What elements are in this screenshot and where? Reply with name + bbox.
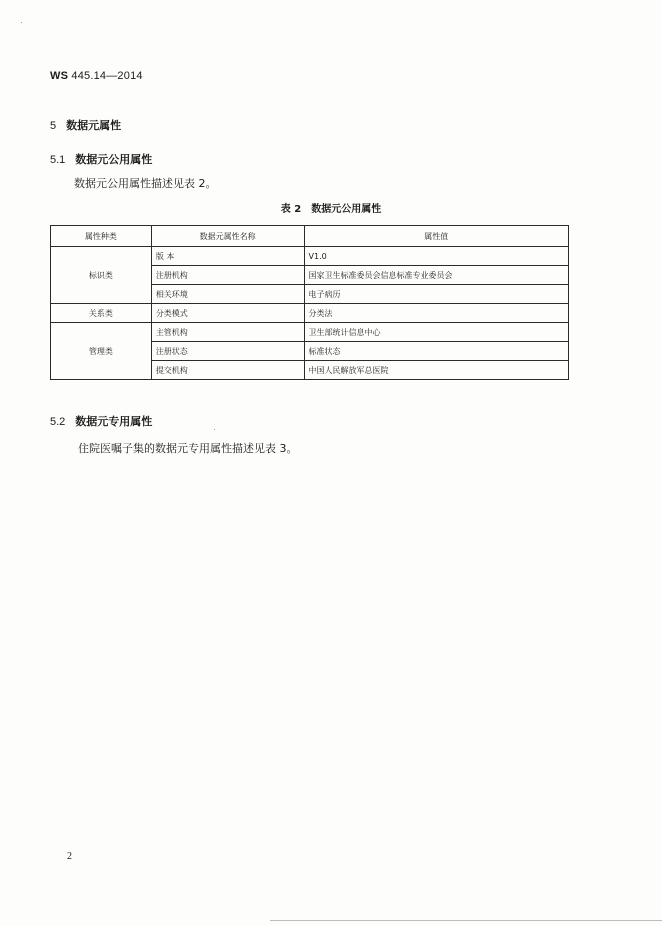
table-2-label: 表 2: [280, 204, 302, 215]
page-number: 2: [67, 851, 72, 862]
header-attribute-name: 数据元属性名称: [151, 226, 304, 247]
category-management: 管理类: [51, 323, 152, 380]
section-5-1-text: 数据元公用属性描述见表 2。: [74, 177, 217, 190]
attribute-name-cell: 主管机构: [151, 323, 304, 342]
section-5-1-heading: [50, 151, 152, 167]
attribute-name-cell: 版 本: [151, 247, 304, 266]
section-5-2-text: 住院医嘱子集的数据元专用属性描述见表 3。: [78, 442, 298, 455]
category-identification: 标识类: [51, 247, 152, 304]
table-row: [51, 247, 569, 266]
table-row: [51, 323, 569, 342]
table-2-caption: [0, 200, 662, 215]
standard-code-number: 445.14—2014: [71, 70, 143, 82]
section-5-1-title: 数据元公用属性: [75, 153, 153, 166]
section-5-2-heading: [50, 413, 152, 429]
scan-speck: [21, 22, 22, 23]
scan-speck: [214, 429, 215, 430]
category-relationship: 关系类: [51, 304, 152, 323]
standard-code: [50, 70, 143, 82]
attribute-name-cell: 注册状态: [151, 342, 304, 361]
section-5-title: 数据元属性: [66, 119, 122, 132]
attribute-name-cell: 提交机构: [151, 361, 304, 380]
section-5-2-number: 5.2: [50, 416, 66, 428]
table-2-title: 数据元公用属性: [311, 204, 382, 215]
attribute-value-cell: 标准状态: [304, 342, 569, 361]
section-5-1-number: 5.1: [50, 154, 66, 166]
common-attributes-table: [50, 225, 569, 380]
attribute-name-cell: 分类模式: [151, 304, 304, 323]
attribute-value-cell: 电子病历: [304, 285, 569, 304]
attribute-value-cell: 卫生部统计信息中心: [304, 323, 569, 342]
header-attribute-value: 属性值: [304, 226, 569, 247]
attribute-name-cell: 注册机构: [151, 266, 304, 285]
table-row: [51, 304, 569, 323]
attribute-name-cell: 相关环境: [151, 285, 304, 304]
table-header-row: [51, 226, 569, 247]
header-attribute-category: 属性种类: [51, 226, 152, 247]
section-5-2-title: 数据元专用属性: [75, 415, 153, 428]
attribute-value-cell: 国家卫生标准委员会信息标准专业委员会: [304, 266, 569, 285]
attribute-value-cell: V1.0: [304, 247, 569, 266]
section-5-number: 5: [50, 120, 57, 132]
section-5-heading: [50, 117, 121, 133]
attribute-value-cell: 中国人民解放军总医院: [304, 361, 569, 380]
attribute-value-cell: 分类法: [304, 304, 569, 323]
scan-edge-line: [270, 920, 662, 921]
standard-code-prefix: WS: [50, 70, 69, 82]
